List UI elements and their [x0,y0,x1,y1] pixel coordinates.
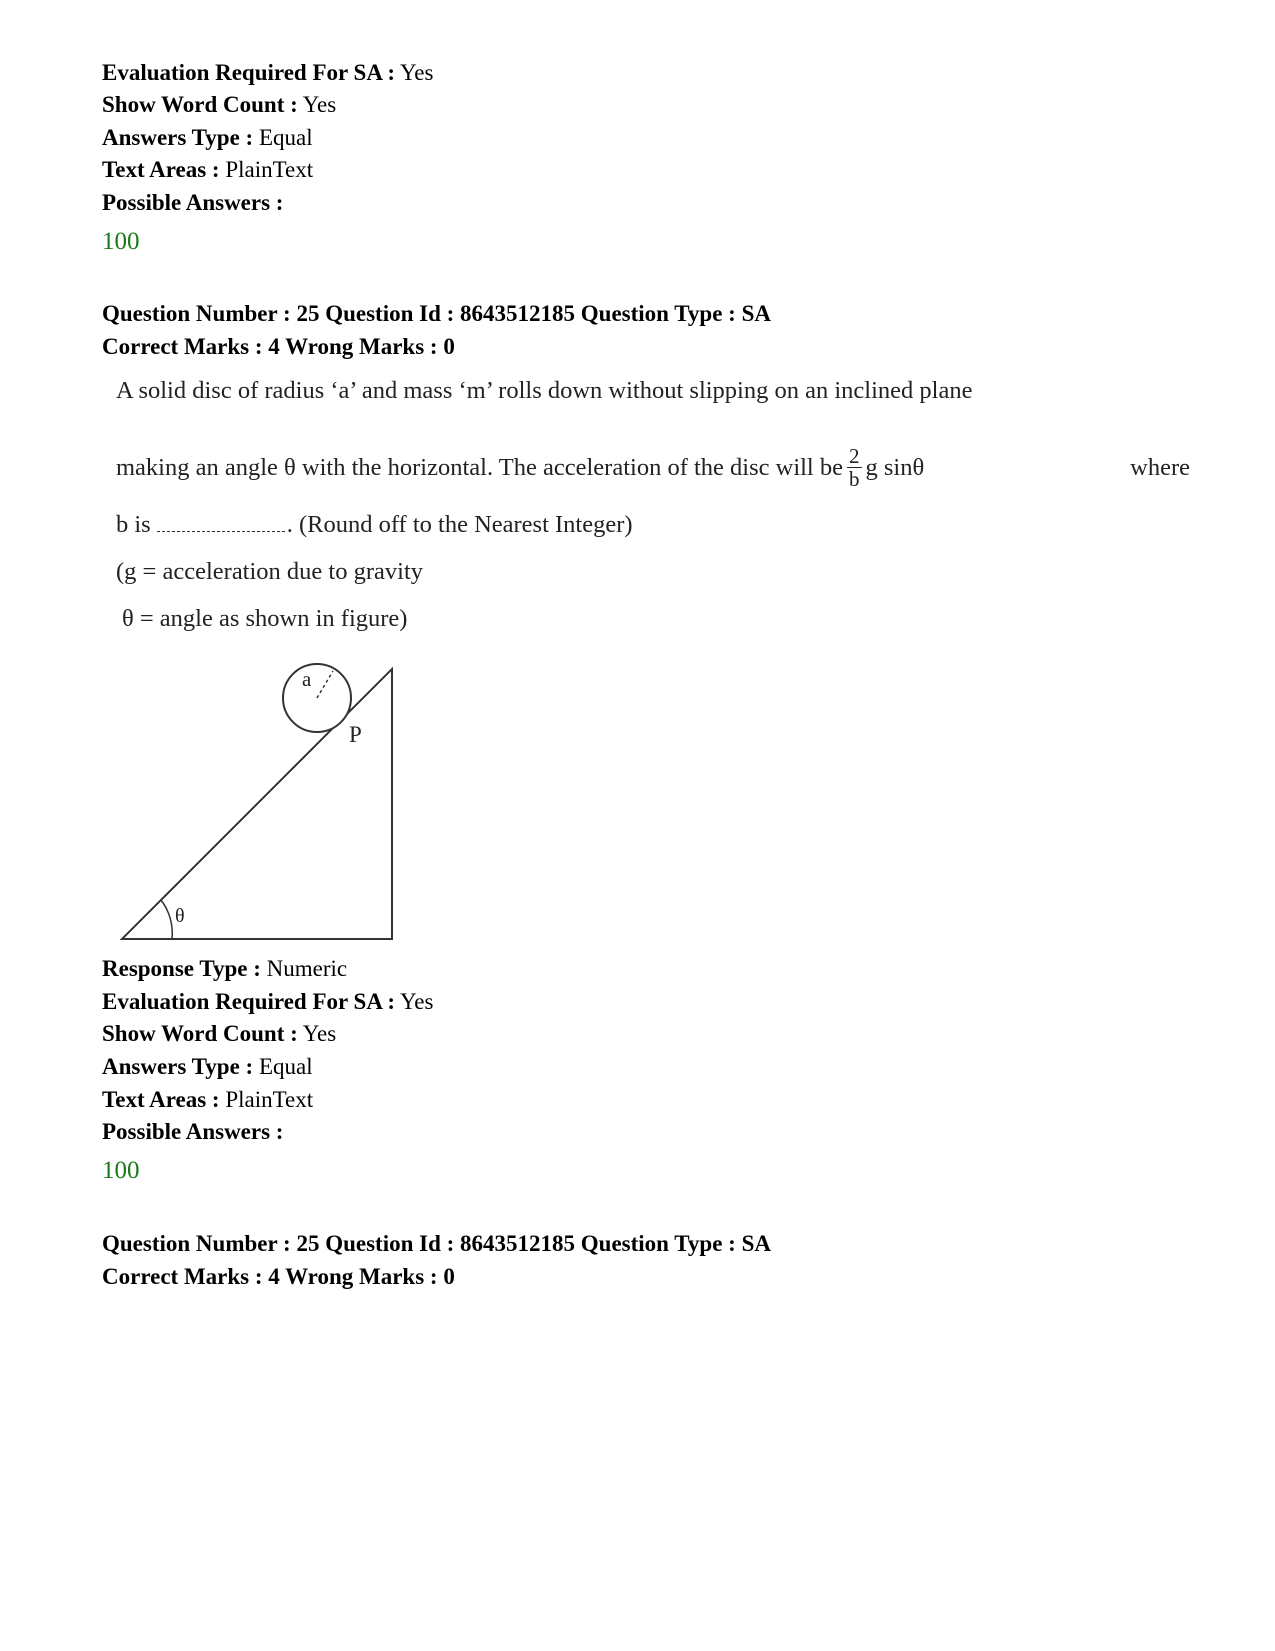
possible-answers-row [102,1118,283,1146]
word-count-row [102,1020,336,1048]
possible-answer-value: 100 [102,228,140,255]
angle-label: θ [175,905,185,927]
marks-header: Correct Marks : 4 Wrong Marks : 0 [102,1264,455,1289]
question-header: Question Number : 25 Question Id : 8643512185 Question Type : SA [102,1231,771,1256]
angle-arc [161,900,172,939]
marks-header: Correct Marks : 4 Wrong Marks : 0 [102,334,455,359]
text-areas-label: Text Areas : [102,157,220,182]
question-text-line-1: A solid disc of radius ‘a’ and mass ‘m’ rolls down without slipping on an inclined plane [116,377,973,404]
question-text-line-2: making an angle θ with the horizontal. The acceleration of the disc will be $\frac{2}{b}$ g sinθ where [116,444,1190,491]
possible-answer-value: 100 [102,1157,140,1184]
text-areas-value: PlainText [225,157,314,182]
word-count-label: Show Word Count : [102,92,298,117]
word-count-label: Show Word Count : [102,1021,298,1046]
text-areas-label: Text Areas : [102,1087,220,1112]
response-type-value: Numeric [266,956,348,981]
eval-required-value: Yes [400,989,434,1014]
question-header: Question Number : 25 Question Id : 8643512185 Question Type : SA [102,301,771,326]
possible-answers-label: Possible Answers : [102,1119,284,1144]
incline-triangle [122,669,392,939]
answers-type-value: Equal [258,125,313,150]
question-text-line-5: θ = angle as shown in figure) [122,605,408,632]
question-text-line-3: b is . (Round off to the Nearest Integer) [116,511,633,538]
eval-required-label: Evaluation Required For SA : [102,60,396,85]
eval-required-value: Yes [400,60,434,85]
possible-answers-label: Possible Answers : [102,190,284,215]
radius-label: a [302,667,312,691]
answers-type-label: Answers Type : [102,1054,254,1079]
eval-required-label: Evaluation Required For SA : [102,989,396,1014]
answers-type-value: Equal [258,1054,313,1079]
point-p-label: P [349,722,362,747]
eval-required-row [102,988,433,1016]
question-text-line-4: (g = acceleration due to gravity [116,558,424,585]
answers-type-row [102,1053,313,1081]
text-areas-value: PlainText [225,1087,314,1112]
word-count-value: Yes [302,1021,337,1046]
fraction-2-over-b: $\frac{2}{b}$ [849,444,860,491]
word-count-value: Yes [302,92,337,117]
response-type-row [102,955,347,983]
answers-type-label: Answers Type : [102,125,254,150]
text-areas-row [102,1086,313,1114]
response-type-label: Response Type : [102,956,261,981]
